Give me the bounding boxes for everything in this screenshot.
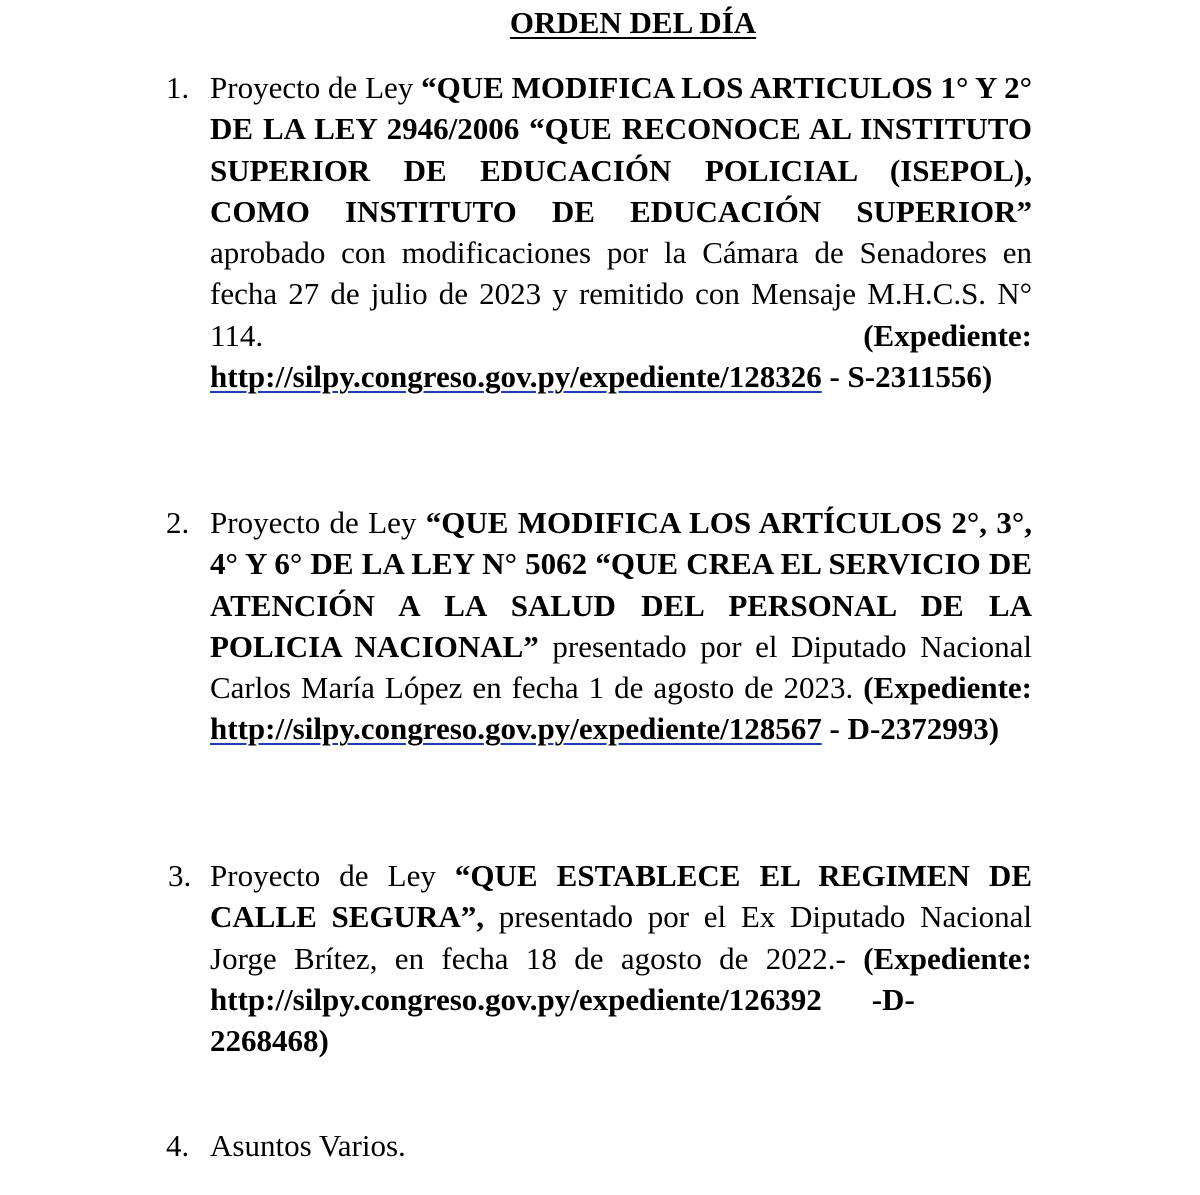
item-body: presentado por el Ex Diputado Nacional Jorge Brítez, en fecha 18 de agosto de 2022.- bbox=[210, 899, 1033, 976]
item-lead: Proyecto de Ley bbox=[210, 858, 455, 893]
item-lead: Proyecto de Ley bbox=[210, 505, 426, 540]
bill-title: “QUE MODIFICA LOS ARTÍCULOS 2°, 3°, 4° Y 6° DE LA LEY N° 5062 “QUE CREA EL SERVICIO DE ATENCIÓN A LA SALUD DEL PERSONAL DE LA POLICIA NACIONAL” bbox=[210, 505, 1032, 664]
expediente-label: (Expediente: bbox=[863, 940, 1032, 976]
expediente-label: (Expediente: bbox=[863, 670, 1032, 706]
expediente-link[interactable]: http://silpy.congreso.gov.py/expediente/128567 bbox=[210, 711, 822, 747]
expediente-url-text: http://silpy.congreso.gov.py/expediente/126392 bbox=[210, 981, 822, 1017]
item-number: 2. bbox=[166, 505, 190, 540]
item-number: 3. bbox=[168, 858, 192, 893]
item-number: 1. bbox=[166, 70, 190, 105]
bill-title: “QUE ESTABLECE EL REGIMEN DE CALLE SEGURA”, bbox=[210, 858, 1032, 935]
agenda-item-1 bbox=[166, 67, 1032, 397]
expediente-link[interactable]: http://silpy.congreso.gov.py/expediente/128326 bbox=[210, 359, 822, 395]
expediente-code: -D-2268468) bbox=[210, 981, 915, 1059]
expediente-code: - S-2311556) bbox=[821, 359, 993, 395]
agenda-item-4 bbox=[166, 1125, 1032, 1166]
agenda-item-3 bbox=[168, 855, 1033, 1061]
bill-title: “QUE MODIFICA LOS ARTICULOS 1° Y 2° DE LA LEY 2946/2006 “QUE RECONOCE AL INSTITUTO SUPERIOR DE EDUCACIÓN POLICIAL (ISEPOL), COMO INSTITUTO DE EDUCACIÓN SUPERIOR” bbox=[210, 70, 1032, 229]
expediente-label: (Expediente: bbox=[863, 317, 1032, 353]
item-body: aprobado con modificaciones por la Cámara de Senadores en fecha 27 de julio de 2023 y remitido con Mensaje M.H.C.S. N° 114. bbox=[210, 235, 1032, 353]
item-number: 4. bbox=[166, 1128, 190, 1163]
agenda-item-2 bbox=[166, 502, 1032, 750]
item-lead: Proyecto de Ley bbox=[210, 70, 422, 105]
page-title: ORDEN DEL DÍA bbox=[509, 5, 757, 40]
item-body: presentado por el Diputado Nacional Carlos María López en fecha 1 de agosto de 2023. bbox=[210, 628, 1032, 706]
expediente-code: - D-2372993) bbox=[821, 711, 1000, 747]
item-text: Asuntos Varios. bbox=[210, 1128, 406, 1163]
